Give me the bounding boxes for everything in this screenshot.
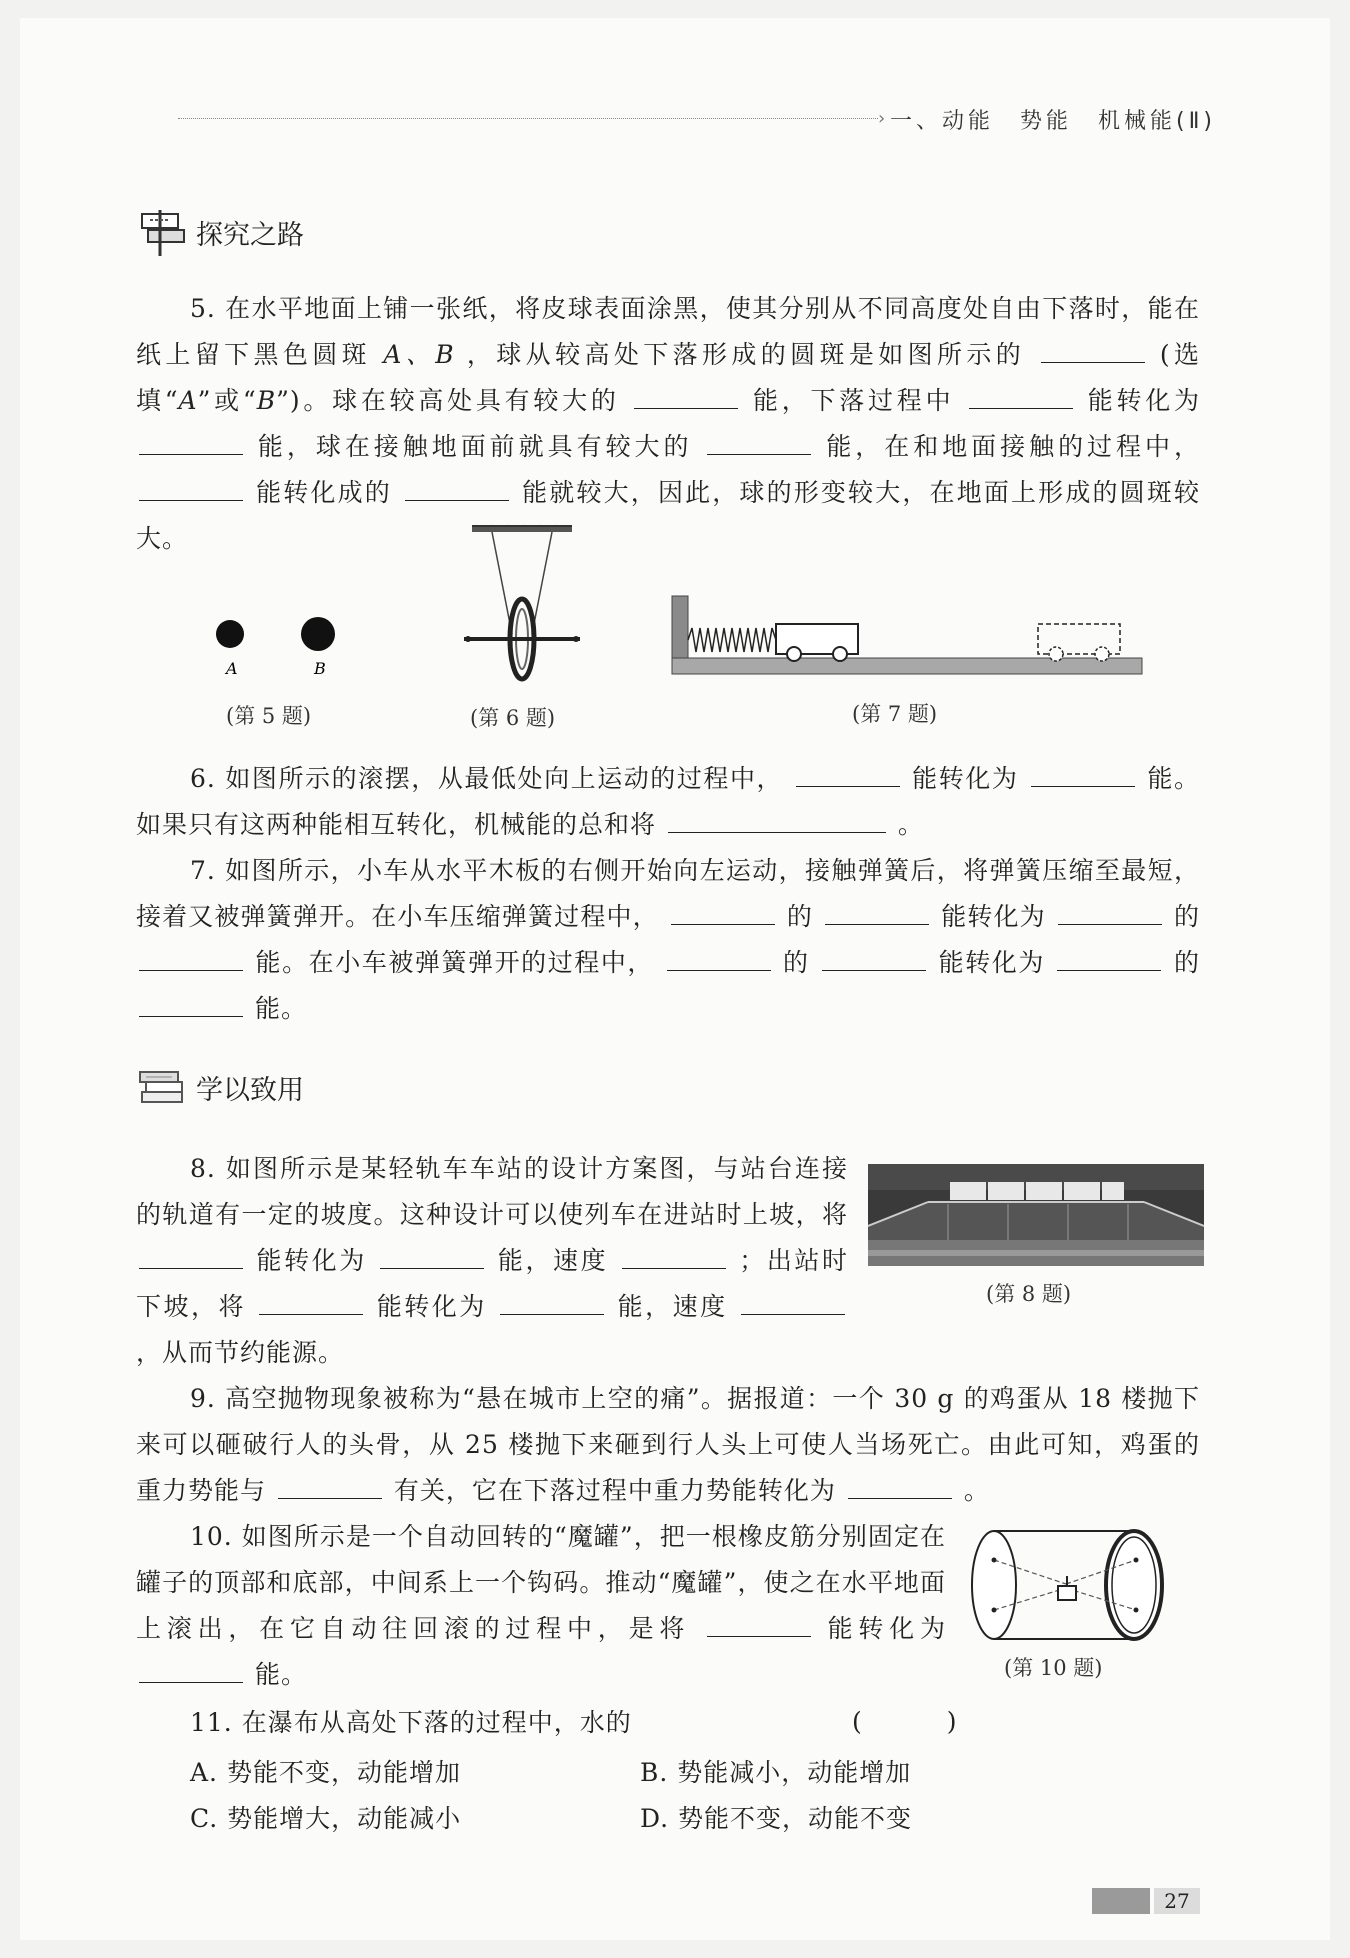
section-apply-heading — [136, 1062, 304, 1112]
q6-text-1: 6. 如图所示的滚摆，从最低处向上运动的过程中， — [190, 764, 784, 793]
q6-text-4: 。 — [897, 810, 924, 839]
figure-8 — [868, 1164, 1204, 1270]
page-number-block — [1092, 1888, 1202, 1914]
answer-blank[interactable] — [139, 1652, 243, 1683]
q5-option-b: B — [256, 386, 277, 415]
q10-text-3: 能。 — [254, 1660, 307, 1689]
q6-text-3: 能。如果只有这两种能相互转化，机械能的总和将 — [136, 764, 1200, 839]
q5-label-ab: A、B — [383, 340, 455, 369]
q10-text-1: 10. 如图所示是一个自动回转的“魔罐”，把一根橡皮筋分别固定在罐子的顶部和底部，中间系上一个钩码。推动“魔罐”，使之在水平地面上滚出，在它自动往回滚的过程中，是将 — [136, 1522, 946, 1643]
q5-text-8: 能就较大，因此，球的形变较大，在地面上形成的圆斑较大。 — [136, 478, 1200, 553]
page-number: 27 — [1154, 1888, 1200, 1914]
q7-text-9: 能。 — [254, 994, 307, 1023]
question-10 — [136, 1514, 946, 1698]
answer-blank[interactable] — [405, 470, 509, 501]
question-9 — [136, 1376, 1200, 1514]
section-apply-title: 学以致用 — [196, 1074, 304, 1106]
answer-blank[interactable] — [634, 378, 738, 409]
q5-text-3: 能，下落过程中 — [753, 386, 955, 415]
answer-blank[interactable] — [139, 424, 243, 455]
answer-blank[interactable] — [741, 1284, 845, 1315]
train — [950, 1182, 1124, 1200]
q5-option-a: A — [178, 386, 198, 415]
hook-weight — [1058, 1586, 1076, 1600]
section-explore-heading — [136, 206, 304, 258]
q8-text-1: 8. 如图所示是某轻轨车车站的设计方案图，与站台连接的轨道有一定的坡度。这种设计可以使列车在进站时上坡，将 — [136, 1154, 848, 1229]
signpost-icon — [136, 206, 188, 258]
figure-6-caption: (第 6 题) — [470, 706, 556, 730]
q8-text-4: ；出站时下坡，将 — [136, 1246, 849, 1321]
answer-blank[interactable] — [707, 424, 811, 455]
answer-blank[interactable] — [259, 1284, 363, 1315]
q5-text-5: 能，球在接触地面前就具有较大的 — [257, 432, 693, 461]
header-dotted-rule — [178, 118, 878, 119]
q9-text-2: 有关，它在下落过程中重力势能转化为 — [393, 1476, 836, 1505]
q9-text-1: 9. 高空抛物现象被称为“悬在城市上空的痛”。据报道：一个 30 g 的鸡蛋从 18 楼抛下来可以砸破行人的头骨，从 25 楼抛下来砸到行人头上可使人当场死亡。由此可知，鸡蛋的重力势能与 — [136, 1384, 1200, 1505]
question-7 — [136, 848, 1200, 1032]
q10-text-2: 能转化为 — [827, 1614, 946, 1643]
q8-text-2: 能转化为 — [256, 1246, 367, 1275]
q5-text-1c: ，球从较高处下落形成的圆斑是如图所示的 — [466, 340, 1026, 369]
q6-text-2: 能转化为 — [912, 764, 1019, 793]
spot-a — [216, 620, 244, 648]
q5-text-2b: ”或“ — [197, 386, 257, 415]
q8-text-5: 能转化为 — [376, 1292, 487, 1321]
q8-text-6: 能，速度 — [617, 1292, 728, 1321]
section-explore-title: 探究之路 — [196, 219, 304, 251]
answer-blank[interactable] — [1041, 332, 1145, 363]
answer-blank[interactable] — [848, 1468, 952, 1499]
choice-b[interactable]: B. 势能减小，动能增加 — [640, 1758, 912, 1787]
answer-blank[interactable] — [500, 1284, 604, 1315]
q5-text-4: 能转化为 — [1087, 386, 1200, 415]
q7-text-7: 能转化为 — [938, 948, 1045, 977]
q7-text-1: 7. 如图所示，小车从水平木板的右侧开始向左运动，接触弹簧后，将弹簧压缩至最短，接着又被弹簧弹开。在小车压缩弹簧过程中， — [136, 856, 1200, 931]
figure-7-caption: (第 7 题) — [852, 702, 938, 726]
q5-text-7: 能转化成的 — [256, 478, 392, 507]
answer-blank[interactable] — [671, 894, 775, 925]
q7-text-2: 的 — [786, 902, 814, 931]
q11-stem: 11. 在瀑布从高处下落的过程中，水的 — [190, 1708, 632, 1737]
answer-blank[interactable] — [825, 894, 929, 925]
answer-blank[interactable] — [969, 378, 1073, 409]
figure-6 — [452, 524, 592, 688]
figure-5-caption: (第 5 题) — [226, 704, 312, 728]
question-11-stem — [136, 1700, 1200, 1746]
question-11-choices — [190, 1750, 1090, 1842]
spring — [688, 628, 776, 652]
question-5 — [136, 286, 1200, 562]
answer-blank[interactable] — [667, 940, 771, 971]
answer-blank[interactable] — [380, 1238, 484, 1269]
spot-b — [301, 617, 335, 651]
q9-text-3: 。 — [963, 1476, 990, 1505]
q8-text-3: 能，速度 — [497, 1246, 609, 1275]
q5-text-2d: ”)。球在较高处具有较大的 — [276, 386, 620, 415]
q7-text-6: 的 — [783, 948, 810, 977]
choice-a[interactable]: A. 势能不变，动能增加 — [190, 1758, 461, 1787]
question-8 — [136, 1146, 848, 1376]
q7-text-4: 的 — [1173, 902, 1200, 931]
answer-blank[interactable] — [796, 756, 900, 787]
figure-7 — [668, 588, 1148, 684]
spot-b-label: B — [314, 659, 326, 678]
q5-text-6: 能，在和地面接触的过程中， — [826, 432, 1200, 461]
choice-d[interactable]: D. 势能不变，动能不变 — [640, 1804, 913, 1833]
answer-blank[interactable] — [139, 470, 243, 501]
answer-blank[interactable] — [139, 1238, 243, 1269]
arrow-icon: › — [878, 108, 886, 129]
answer-blank[interactable] — [1058, 894, 1162, 925]
answer-blank[interactable] — [139, 986, 243, 1017]
q7-text-5: 能。在小车被弹簧弹开的过程中， — [255, 948, 654, 977]
running-header — [178, 104, 1216, 134]
figure-10 — [966, 1526, 1170, 1648]
answer-blank[interactable] — [707, 1606, 811, 1637]
page-number-bar — [1092, 1888, 1150, 1914]
chapter-title: 一、动能 势能 机械能(Ⅱ) — [890, 109, 1216, 134]
q5-text-2: (选填“ — [136, 340, 1200, 415]
figure-10-caption: (第 10 题) — [1004, 1656, 1103, 1680]
figure-8-caption: (第 8 题) — [986, 1282, 1072, 1306]
figure-5 — [210, 612, 340, 686]
answer-blank[interactable] — [139, 940, 243, 971]
choice-c[interactable]: C. 势能增大，动能减小 — [190, 1804, 462, 1833]
answer-paren[interactable]: ( ) — [852, 1707, 987, 1736]
answer-blank[interactable] — [278, 1468, 382, 1499]
books-icon — [136, 1062, 188, 1112]
q5-text-1: 5. 在水平地面上铺一张纸，将皮球表面涂黑，使其分别从不同高度处自由下落时，能在纸上留下黑色圆斑 — [136, 294, 1200, 369]
question-6 — [136, 756, 1200, 848]
q8-text-7: ，从而节约能源。 — [136, 1338, 345, 1367]
answer-blank[interactable] — [822, 940, 926, 971]
answer-blank[interactable] — [668, 802, 886, 833]
q7-text-8: 的 — [1173, 948, 1200, 977]
answer-blank[interactable] — [622, 1238, 726, 1269]
answer-blank[interactable] — [1057, 940, 1161, 971]
spot-a-label: A — [226, 659, 238, 678]
answer-blank[interactable] — [1031, 756, 1135, 787]
q7-text-3: 能转化为 — [941, 902, 1046, 931]
